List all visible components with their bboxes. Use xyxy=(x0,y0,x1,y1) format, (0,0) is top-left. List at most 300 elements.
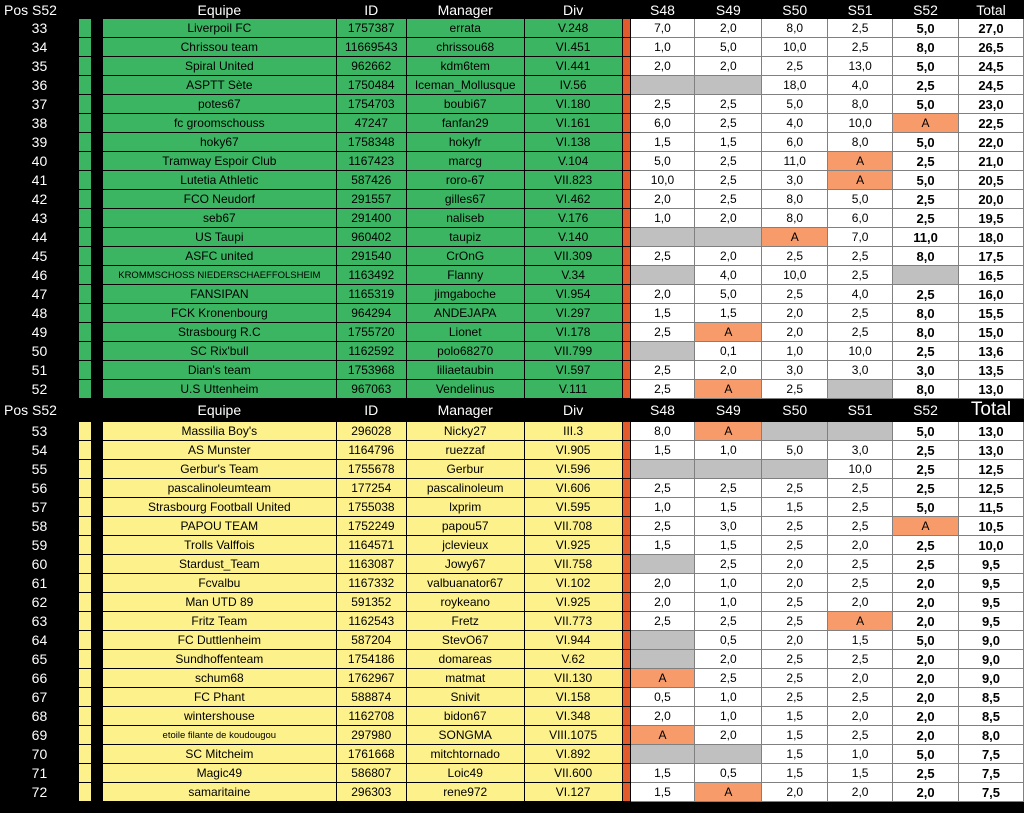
score-s50: 2,5 xyxy=(762,688,828,707)
score-total: 8,5 xyxy=(958,688,1023,707)
orange-separator xyxy=(622,380,630,399)
division: VII.823 xyxy=(524,171,622,190)
table-row xyxy=(1,285,1024,304)
score-s51: 2,5 xyxy=(828,574,893,593)
score-s50: 2,5 xyxy=(762,285,828,304)
score-s51: 2,0 xyxy=(828,536,893,555)
black-stripe xyxy=(91,171,102,190)
team-id: 1750484 xyxy=(336,76,406,95)
score-s51 xyxy=(828,422,893,441)
score-s50: 8,0 xyxy=(762,190,828,209)
score-s49: 2,0 xyxy=(695,650,762,669)
division: VI.606 xyxy=(524,479,622,498)
zone-stripe xyxy=(78,555,91,574)
team-id: 291400 xyxy=(336,209,406,228)
division: V.62 xyxy=(524,650,622,669)
orange-separator xyxy=(622,57,630,76)
manager-name: liliaetaubin xyxy=(406,361,524,380)
black-stripe xyxy=(91,247,102,266)
team-id: 297980 xyxy=(336,726,406,745)
division: V.111 xyxy=(524,380,622,399)
manager-name: polo68270 xyxy=(406,342,524,361)
table-row xyxy=(1,95,1024,114)
score-s50: 6,0 xyxy=(762,133,828,152)
score-s51: 2,5 xyxy=(828,555,893,574)
score-s52: 2,5 xyxy=(893,209,959,228)
score-s50: 3,0 xyxy=(762,361,828,380)
manager-name: rene972 xyxy=(406,783,524,802)
team-name: pascalinoleumteam xyxy=(102,479,336,498)
orange-separator xyxy=(622,517,630,536)
row-position: 52 xyxy=(1,380,79,399)
score-s48: 2,5 xyxy=(630,612,695,631)
score-s50 xyxy=(762,422,828,441)
black-stripe xyxy=(91,479,102,498)
team-name: wintershouse xyxy=(102,707,336,726)
score-s51: 8,0 xyxy=(828,95,893,114)
zone-stripe xyxy=(78,631,91,650)
score-s49 xyxy=(695,745,762,764)
black-stripe xyxy=(91,38,102,57)
header-s48: S48 xyxy=(630,1,695,19)
score-s51: 2,5 xyxy=(828,247,893,266)
team-name: AS Munster xyxy=(102,441,336,460)
team-name: FCO Neudorf xyxy=(102,190,336,209)
team-name: Sundhoffenteam xyxy=(102,650,336,669)
team-id: 47247 xyxy=(336,114,406,133)
orange-separator xyxy=(622,726,630,745)
score-s52: 2,5 xyxy=(893,285,959,304)
row-position: 40 xyxy=(1,152,79,171)
team-name: SC Mitcheim xyxy=(102,745,336,764)
zone-stripe xyxy=(78,764,91,783)
score-s52: 5,0 xyxy=(893,57,959,76)
team-id: 1162543 xyxy=(336,612,406,631)
black-stripe xyxy=(91,536,102,555)
score-total: 9,0 xyxy=(958,669,1023,688)
score-s50: 2,5 xyxy=(762,57,828,76)
score-s49: 2,5 xyxy=(695,669,762,688)
score-s50: 1,5 xyxy=(762,707,828,726)
score-s50: 2,5 xyxy=(762,479,828,498)
score-s49: A xyxy=(695,380,762,399)
division: VI.451 xyxy=(524,38,622,57)
score-s51: 4,0 xyxy=(828,285,893,304)
division: VII.799 xyxy=(524,342,622,361)
zone-stripe xyxy=(78,574,91,593)
header-s50: S50 xyxy=(762,1,828,19)
score-s48: 1,0 xyxy=(630,498,695,517)
score-s51: 1,5 xyxy=(828,764,893,783)
score-total: 7,5 xyxy=(958,783,1023,802)
score-s50: 3,0 xyxy=(762,171,828,190)
manager-name: StevO67 xyxy=(406,631,524,650)
score-s48: 1,5 xyxy=(630,133,695,152)
score-s51: 2,5 xyxy=(828,726,893,745)
manager-name: Lionet xyxy=(406,323,524,342)
black-stripe xyxy=(91,342,102,361)
score-s48 xyxy=(630,745,695,764)
score-s48: 2,5 xyxy=(630,247,695,266)
zone-stripe xyxy=(78,304,91,323)
row-position: 49 xyxy=(1,323,79,342)
division: VII.773 xyxy=(524,612,622,631)
score-s52: 8,0 xyxy=(893,304,959,323)
zone-stripe xyxy=(78,441,91,460)
team-name: Trolls Valffois xyxy=(102,536,336,555)
team-id: 1754186 xyxy=(336,650,406,669)
score-s49: 2,0 xyxy=(695,361,762,380)
score-s49: 2,5 xyxy=(695,612,762,631)
team-name: Massilia Boy's xyxy=(102,422,336,441)
score-s51: 5,0 xyxy=(828,190,893,209)
score-s49: 1,5 xyxy=(695,536,762,555)
score-s48: 1,5 xyxy=(630,441,695,460)
score-s52: 2,5 xyxy=(893,76,959,95)
orange-separator xyxy=(622,555,630,574)
division: VI.596 xyxy=(524,460,622,479)
score-s48: 0,5 xyxy=(630,688,695,707)
header-spacer xyxy=(91,399,102,422)
manager-name: bidon67 xyxy=(406,707,524,726)
table-row xyxy=(1,593,1024,612)
score-total: 9,5 xyxy=(958,612,1023,631)
row-position: 42 xyxy=(1,190,79,209)
division: VI.441 xyxy=(524,57,622,76)
team-id: 1167332 xyxy=(336,574,406,593)
division: VI.127 xyxy=(524,783,622,802)
zone-stripe xyxy=(78,517,91,536)
team-id: 1761668 xyxy=(336,745,406,764)
row-position: 66 xyxy=(1,669,79,688)
orange-separator xyxy=(622,285,630,304)
score-s50: 18,0 xyxy=(762,76,828,95)
zone-stripe xyxy=(78,57,91,76)
orange-separator xyxy=(622,441,630,460)
score-s49 xyxy=(695,228,762,247)
score-s50: 2,0 xyxy=(762,304,828,323)
score-total: 19,5 xyxy=(958,209,1023,228)
score-s52: 5,0 xyxy=(893,498,959,517)
score-s49: 2,0 xyxy=(695,726,762,745)
division: VI.954 xyxy=(524,285,622,304)
row-position: 35 xyxy=(1,57,79,76)
black-stripe xyxy=(91,574,102,593)
score-s51: 1,5 xyxy=(828,631,893,650)
team-name: KROMMSCHOSS NIEDERSCHAEFFOLSHEIM xyxy=(102,266,336,285)
division: VII.600 xyxy=(524,764,622,783)
score-total: 24,5 xyxy=(958,57,1023,76)
score-s48: 2,5 xyxy=(630,517,695,536)
score-total: 9,5 xyxy=(958,593,1023,612)
table-row xyxy=(1,460,1024,479)
table-row xyxy=(1,152,1024,171)
header-separator xyxy=(622,1,630,19)
score-s49: 2,5 xyxy=(695,114,762,133)
orange-separator xyxy=(622,650,630,669)
manager-name: marcg xyxy=(406,152,524,171)
score-s52 xyxy=(893,266,959,285)
header-id: ID xyxy=(336,399,406,422)
team-id: 1762967 xyxy=(336,669,406,688)
score-s52: 8,0 xyxy=(893,38,959,57)
score-s52: 5,0 xyxy=(893,171,959,190)
table-row xyxy=(1,304,1024,323)
header-div: Div xyxy=(524,399,622,422)
score-s51: 6,0 xyxy=(828,209,893,228)
division: IV.56 xyxy=(524,76,622,95)
orange-separator xyxy=(622,266,630,285)
score-total: 20,0 xyxy=(958,190,1023,209)
division: VI.161 xyxy=(524,114,622,133)
zone-stripe xyxy=(78,380,91,399)
manager-name: Iceman_Mollusque xyxy=(406,76,524,95)
score-s52: 2,5 xyxy=(893,460,959,479)
team-name: potes67 xyxy=(102,95,336,114)
zone-stripe xyxy=(78,342,91,361)
score-s50: 11,0 xyxy=(762,152,828,171)
score-s48: 5,0 xyxy=(630,152,695,171)
orange-separator xyxy=(622,764,630,783)
row-position: 44 xyxy=(1,228,79,247)
score-s48: A xyxy=(630,726,695,745)
score-s48: 1,0 xyxy=(630,38,695,57)
team-name: Gerbur's Team xyxy=(102,460,336,479)
score-s52: 5,0 xyxy=(893,631,959,650)
score-s52: 5,0 xyxy=(893,95,959,114)
score-s50: 5,0 xyxy=(762,95,828,114)
table-row xyxy=(1,380,1024,399)
score-s48: A xyxy=(630,669,695,688)
table-row xyxy=(1,422,1024,441)
score-s50: 2,0 xyxy=(762,783,828,802)
score-s52: 5,0 xyxy=(893,745,959,764)
row-position: 33 xyxy=(1,19,79,38)
division: VI.297 xyxy=(524,304,622,323)
orange-separator xyxy=(622,612,630,631)
team-id: 1164571 xyxy=(336,536,406,555)
black-stripe xyxy=(91,593,102,612)
manager-name: matmat xyxy=(406,669,524,688)
score-s48: 2,0 xyxy=(630,574,695,593)
score-total: 16,5 xyxy=(958,266,1023,285)
score-s51: 2,0 xyxy=(828,707,893,726)
score-s49: 1,0 xyxy=(695,707,762,726)
table-row xyxy=(1,247,1024,266)
score-s49: 2,5 xyxy=(695,95,762,114)
orange-separator xyxy=(622,361,630,380)
header-spacer xyxy=(78,399,91,422)
team-name: Lutetia Athletic xyxy=(102,171,336,190)
score-s51: 2,5 xyxy=(828,19,893,38)
row-position: 54 xyxy=(1,441,79,460)
score-s49: 0,5 xyxy=(695,764,762,783)
zone-stripe xyxy=(78,95,91,114)
team-name: ASPTT Sète xyxy=(102,76,336,95)
score-s51: 4,0 xyxy=(828,76,893,95)
team-name: hoky67 xyxy=(102,133,336,152)
score-s49: A xyxy=(695,422,762,441)
score-s52: 2,5 xyxy=(893,441,959,460)
score-s52: 8,0 xyxy=(893,323,959,342)
team-id: 967063 xyxy=(336,380,406,399)
score-s51: 2,5 xyxy=(828,266,893,285)
row-position: 41 xyxy=(1,171,79,190)
team-name: Tramway Espoir Club xyxy=(102,152,336,171)
score-s50: 5,0 xyxy=(762,441,828,460)
manager-name: Snivit xyxy=(406,688,524,707)
score-s48: 2,5 xyxy=(630,479,695,498)
black-stripe xyxy=(91,460,102,479)
division: V.104 xyxy=(524,152,622,171)
score-s48: 6,0 xyxy=(630,114,695,133)
zone-stripe xyxy=(78,612,91,631)
table-row xyxy=(1,745,1024,764)
score-s52: 2,5 xyxy=(893,342,959,361)
row-position: 63 xyxy=(1,612,79,631)
black-stripe xyxy=(91,612,102,631)
team-id: 1163492 xyxy=(336,266,406,285)
team-id: 1755678 xyxy=(336,460,406,479)
score-s51: 2,5 xyxy=(828,688,893,707)
score-s49: 1,0 xyxy=(695,593,762,612)
team-name: Liverpoil FC xyxy=(102,19,336,38)
zone-stripe xyxy=(78,593,91,612)
orange-separator xyxy=(622,460,630,479)
score-s51: 3,0 xyxy=(828,441,893,460)
score-s50: 2,5 xyxy=(762,669,828,688)
zone-stripe xyxy=(78,19,91,38)
manager-name: domareas xyxy=(406,650,524,669)
table-row xyxy=(1,38,1024,57)
row-position: 36 xyxy=(1,76,79,95)
team-id: 1755720 xyxy=(336,323,406,342)
team-id: 291540 xyxy=(336,247,406,266)
score-s50: 4,0 xyxy=(762,114,828,133)
score-s51: 2,0 xyxy=(828,783,893,802)
row-position: 55 xyxy=(1,460,79,479)
header-total: Total xyxy=(958,1,1023,19)
score-total: 8,5 xyxy=(958,707,1023,726)
header-s49: S49 xyxy=(695,399,762,422)
score-s51: 10,0 xyxy=(828,460,893,479)
orange-separator xyxy=(622,19,630,38)
header-team: Equipe xyxy=(102,399,336,422)
row-position: 68 xyxy=(1,707,79,726)
manager-name: ANDEJAPA xyxy=(406,304,524,323)
score-s48: 7,0 xyxy=(630,19,695,38)
manager-name: roykeano xyxy=(406,593,524,612)
manager-name: errata xyxy=(406,19,524,38)
team-name: seb67 xyxy=(102,209,336,228)
team-id: 586807 xyxy=(336,764,406,783)
manager-name: naliseb xyxy=(406,209,524,228)
team-name: US Taupi xyxy=(102,228,336,247)
black-stripe xyxy=(91,555,102,574)
black-stripe xyxy=(91,285,102,304)
orange-separator xyxy=(622,593,630,612)
team-id: 1758348 xyxy=(336,133,406,152)
score-s48: 1,5 xyxy=(630,764,695,783)
score-total: 13,6 xyxy=(958,342,1023,361)
score-s49 xyxy=(695,76,762,95)
team-name: SC Rix'bull xyxy=(102,342,336,361)
black-stripe xyxy=(91,669,102,688)
orange-separator xyxy=(622,114,630,133)
division: VI.905 xyxy=(524,441,622,460)
header-spacer xyxy=(91,1,102,19)
score-s48: 1,5 xyxy=(630,536,695,555)
score-s51: 2,5 xyxy=(828,650,893,669)
manager-name: gilles67 xyxy=(406,190,524,209)
score-s49: 2,0 xyxy=(695,19,762,38)
score-s52: 2,5 xyxy=(893,764,959,783)
score-s51: 8,0 xyxy=(828,133,893,152)
score-s49: 1,5 xyxy=(695,304,762,323)
score-total: 12,5 xyxy=(958,479,1023,498)
black-stripe xyxy=(91,707,102,726)
row-position: 57 xyxy=(1,498,79,517)
zone-stripe xyxy=(78,422,91,441)
header-total: Total xyxy=(958,399,1023,422)
score-s51 xyxy=(828,380,893,399)
manager-name: Loic49 xyxy=(406,764,524,783)
table-row xyxy=(1,171,1024,190)
manager-name: valbuanator67 xyxy=(406,574,524,593)
score-s50: 1,5 xyxy=(762,764,828,783)
team-name: ASFC united xyxy=(102,247,336,266)
score-s48: 2,0 xyxy=(630,57,695,76)
division: VI.595 xyxy=(524,498,622,517)
table-row xyxy=(1,190,1024,209)
score-s48: 1,0 xyxy=(630,209,695,228)
zone-stripe xyxy=(78,650,91,669)
score-s52: 2,0 xyxy=(893,612,959,631)
orange-separator xyxy=(622,76,630,95)
score-total: 10,5 xyxy=(958,517,1023,536)
orange-separator xyxy=(622,171,630,190)
header-row xyxy=(1,399,1024,422)
table-row xyxy=(1,517,1024,536)
header-manager: Manager xyxy=(406,1,524,19)
team-name: etoile filante de koudougou xyxy=(102,726,336,745)
score-s52: 2,5 xyxy=(893,536,959,555)
division: VI.892 xyxy=(524,745,622,764)
header-s49: S49 xyxy=(695,1,762,19)
zone-stripe xyxy=(78,76,91,95)
zone-stripe xyxy=(78,190,91,209)
score-s49: 2,0 xyxy=(695,247,762,266)
score-s50: 2,5 xyxy=(762,517,828,536)
team-id: 1162592 xyxy=(336,342,406,361)
zone-stripe xyxy=(78,171,91,190)
score-s48 xyxy=(630,631,695,650)
table-row xyxy=(1,266,1024,285)
team-name: Stardust_Team xyxy=(102,555,336,574)
team-id: 1167423 xyxy=(336,152,406,171)
team-id: 964294 xyxy=(336,304,406,323)
score-s50: 2,5 xyxy=(762,380,828,399)
score-s49: 1,0 xyxy=(695,688,762,707)
division: VI.348 xyxy=(524,707,622,726)
manager-name: jimgaboche xyxy=(406,285,524,304)
team-name: FCK Kronenbourg xyxy=(102,304,336,323)
header-s48: S48 xyxy=(630,399,695,422)
score-s51: A xyxy=(828,152,893,171)
table-row xyxy=(1,361,1024,380)
header-manager: Manager xyxy=(406,399,524,422)
header-pos: Pos S52 xyxy=(1,1,79,19)
